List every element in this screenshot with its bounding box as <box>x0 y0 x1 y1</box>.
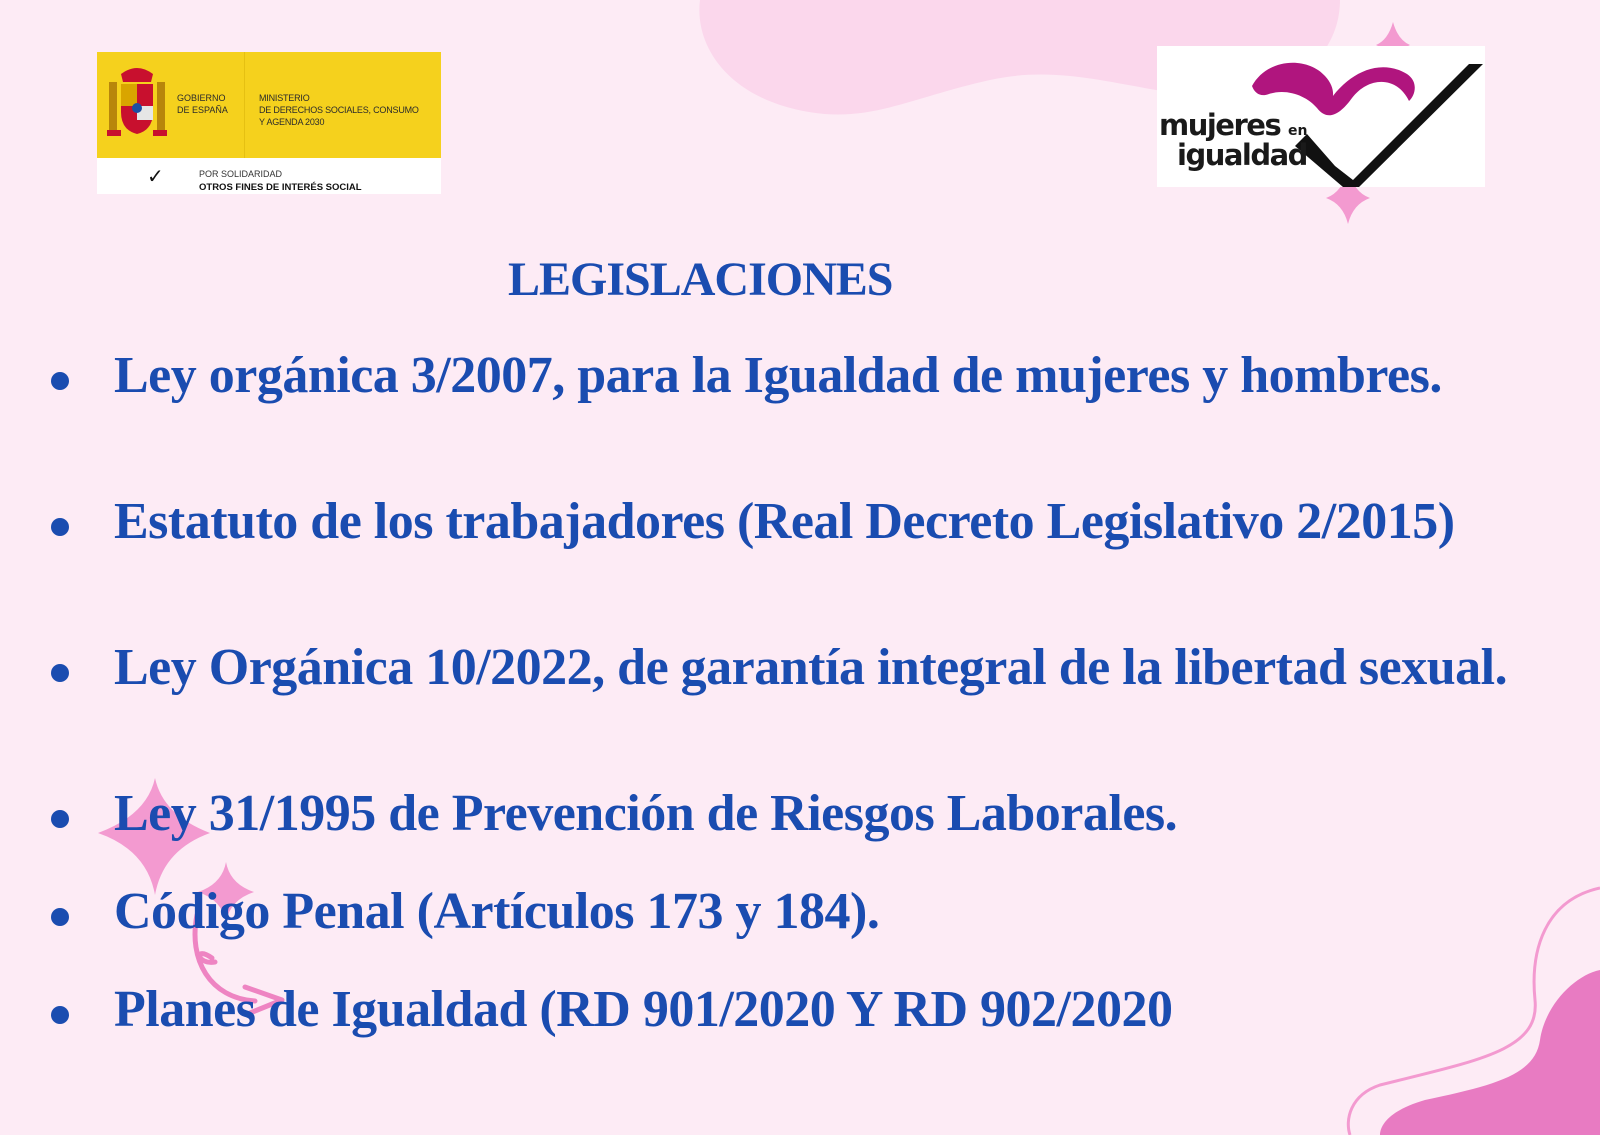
logo-word-mujeres: mujeres <box>1159 108 1281 142</box>
bullet-icon <box>51 664 69 682</box>
purpose-label: OTROS FINES DE INTERÉS SOCIAL <box>199 182 362 193</box>
bullet-icon <box>51 908 69 926</box>
gobierno-name: GOBIERNO DE ESPAÑA <box>177 93 228 115</box>
list-item <box>114 639 1554 696</box>
solidarity-label: POR SOLIDARIDAD <box>199 169 283 179</box>
logo-word-igualdad: igualdad <box>1177 138 1307 172</box>
law-text: Ley orgánica 3/2007, para la Igualdad de mujeres y hombres. <box>114 347 1442 404</box>
list-item <box>114 883 1554 940</box>
bullet-icon <box>51 372 69 390</box>
list-item <box>114 347 1554 404</box>
law-text: Ley Orgánica 10/2022, de garantía integral de la libertad sexual. <box>114 639 1508 696</box>
bullet-icon <box>51 810 69 828</box>
gobierno-banner <box>97 52 441 158</box>
ministry-name: MINISTERIO DE DERECHOS SOCIALES, CONSUMO Y AGENDA 2030 <box>259 93 419 127</box>
checkmark-icon: ✓ <box>147 164 164 188</box>
law-text: Ley 31/1995 de Prevención de Riesgos Laborales. <box>114 785 1178 842</box>
bullet-icon <box>51 1006 69 1024</box>
law-text: Planes de Igualdad (RD 901/2020 Y RD 902/2020 <box>114 981 1173 1038</box>
mujeres-en-igualdad-logo <box>1157 46 1485 187</box>
logo-word-en: en <box>1288 123 1308 139</box>
coat-of-arms-icon <box>107 64 167 142</box>
list-item <box>114 493 1554 550</box>
law-text: Código Penal (Artículos 173 y 184). <box>114 883 880 940</box>
logo-divider <box>244 52 245 158</box>
law-text: Estatuto de los trabajadores (Real Decreto Legislativo 2/2015) <box>114 493 1455 550</box>
page-title: LEGISLACIONES <box>508 253 893 306</box>
list-item <box>114 785 1554 842</box>
gobierno-espana-logo <box>97 52 441 194</box>
bullet-icon <box>51 518 69 536</box>
list-item <box>114 981 1554 1038</box>
